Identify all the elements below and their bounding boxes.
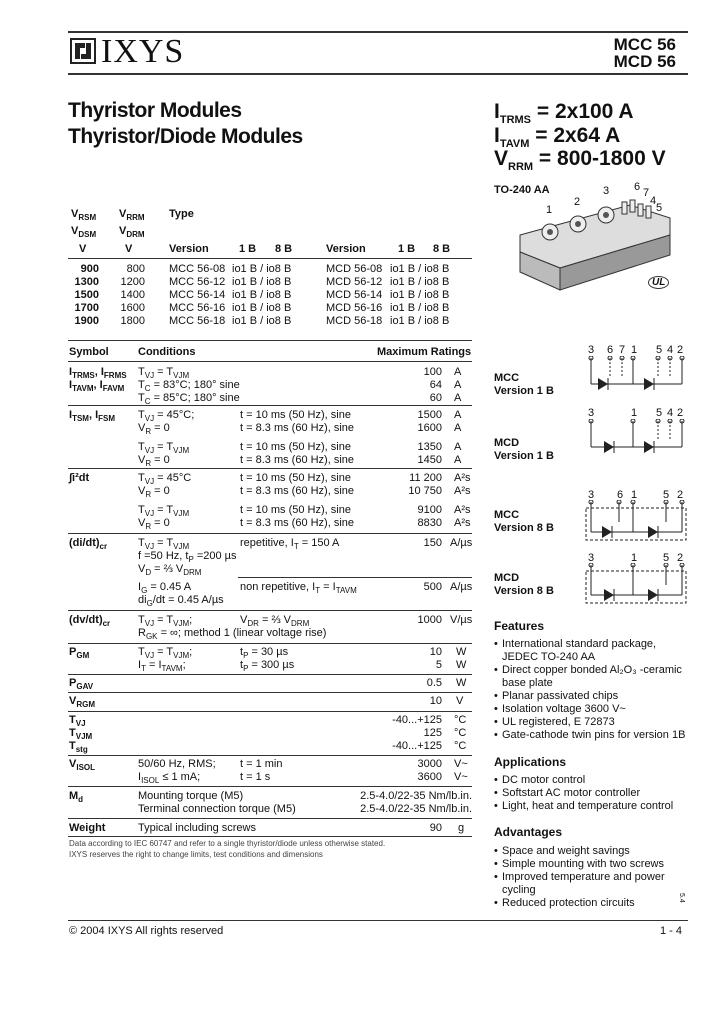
package-label: TO-240 AA [494, 184, 550, 196]
rating-condition-2: t = 8.3 ms (60 Hz), sine [240, 422, 355, 434]
visol-symbol: $V_{ISOL}$ [69, 758, 96, 772]
c1-pin-7: 7 [619, 344, 626, 356]
rating-condition: $T_C = 85^\circ C$; 180° sine [138, 392, 240, 406]
weight-cond: Typical including screws [138, 822, 256, 834]
ratings-section-rule [68, 468, 472, 469]
type-cell-vrsm: 1900 [74, 315, 99, 327]
dvdt-cond2-1: $V_{DR}$ = ⅔ $V_{DRM}$ [240, 614, 310, 628]
vrgm-rule [68, 692, 472, 693]
type-cell-vrrm: 1200 [120, 276, 145, 288]
pin-label-3: 3 [603, 185, 610, 197]
rating-unit: A²s [454, 472, 471, 484]
type-cell-mcd-v: io1 B / io8 B [390, 276, 450, 288]
pgav-unit: W [456, 677, 467, 689]
rating-symbol: $I_{TAVM}$, $I_{FAVM}$ [69, 379, 125, 393]
type-table-header-1: $V_{RSM}$ $V_{RRM}$ Type [71, 208, 194, 222]
circuit-1-schematic [580, 356, 690, 400]
footnote-2: IXYS reserves the right to change limits, test conditions and dimensions [69, 850, 323, 859]
pgm-symbol: $P_{GM}$ [69, 646, 90, 660]
rating-condition: $T_{VJ} = T_{VJM}$ [138, 366, 190, 380]
c2-pin-3: 3 [588, 407, 595, 419]
c3-pin-6: 6 [617, 489, 624, 501]
rating-vrrm: $V_{RRM} = 800-1800$ V [494, 147, 666, 173]
type-cell-mcd: MCD 56-14 [326, 289, 383, 301]
rating-value: 64 [429, 379, 442, 391]
didt-cond-3: $V_D$ = ⅔ $V_{DRM}$ [138, 563, 202, 577]
ratings-top-rule [68, 340, 472, 341]
feature-item: • International standard package, JEDEC TO-240 AA [494, 638, 694, 664]
type-cell-mcc: MCC 56-08 [169, 263, 226, 275]
didt-unit-1: A/µs [450, 537, 473, 549]
advantage-item: • Simple mounting with two screws [494, 858, 694, 871]
visol-value-1: 3000 [417, 758, 442, 770]
weight-value: 90 [429, 822, 442, 834]
rating-unit: A [454, 454, 462, 466]
pin-label-5: 5 [656, 202, 663, 214]
weight-symbol: Weight [69, 822, 106, 834]
ratings-section-rule [68, 405, 472, 406]
visol-cond-1: 50/60 Hz, RMS; [138, 758, 216, 770]
circuit-3-label: MCC Version 8 B [494, 509, 554, 534]
rating-condition: $T_{VJ} = 45^\circ C$; [138, 409, 195, 423]
advantage-item: • Reduced protection circuits [494, 897, 694, 910]
pgm-rule [68, 643, 472, 644]
rating-value: 1450 [417, 454, 442, 466]
c1-pin-3: 3 [588, 344, 595, 356]
type-cell-mcc-v: io1 B / io8 B [232, 289, 292, 301]
pin-label-7: 7 [643, 187, 650, 199]
type-cell-mcc: MCC 56-14 [169, 289, 226, 301]
circuit-3-schematic [580, 500, 690, 546]
md-symbol: $M_d$ [69, 790, 84, 804]
rating-unit: A²s [454, 504, 471, 516]
didt-cond-1: $T_{VJ} = T_{VJM}$ [138, 537, 190, 551]
title-thyristor-diode-modules: Thyristor/Diode Modules [68, 125, 303, 148]
type-cell-mcc: MCC 56-12 [169, 276, 226, 288]
circuit-2-schematic [580, 419, 690, 463]
didt-value-1: 150 [423, 537, 442, 549]
rating-condition: $T_{VJ} = T_{VJM}$ [138, 504, 190, 518]
weight-unit: g [458, 822, 465, 834]
pin-label-4: 4 [650, 195, 657, 207]
type-table-header-2: $V_{DSM}$ $V_{DRM}$ [71, 225, 145, 239]
rating-condition: $V_R = 0$ [138, 422, 170, 436]
md-rule [68, 786, 472, 787]
type-cell-vrsm: 1700 [74, 302, 99, 314]
tstg-symbol: $T_{stg}$ [69, 740, 88, 754]
feature-item: • Direct copper bonded Al₂O₃ -ceramic base plate [494, 664, 694, 690]
rating-condition: $V_R = 0$ [138, 454, 170, 468]
application-item: • DC motor control [494, 774, 694, 787]
c1-pin-6: 6 [607, 344, 614, 356]
pin-label-6: 6 [634, 181, 641, 193]
temps-rule [68, 711, 472, 712]
feature-item: • Gate-cathode twin pins for version 1B [494, 729, 694, 742]
rating-value: 8830 [417, 517, 442, 529]
ixys-logo-icon [70, 38, 96, 64]
circuit-2-label: MCD Version 1 B [494, 437, 554, 462]
tvjm-unit: °C [454, 727, 467, 739]
ul-mark-icon: UL [648, 276, 669, 289]
pgm-unit-1: W [456, 646, 467, 658]
pgav-rule [68, 674, 472, 675]
rating-condition-2: t = 10 ms (50 Hz), sine [240, 504, 351, 516]
rating-symbol: $I_{TRMS}$, $I_{FRMS}$ [69, 366, 127, 380]
type-cell-mcd-v: io1 B / io8 B [390, 263, 450, 275]
didt-cond-4: $I_G = 0.45$ A [138, 581, 192, 595]
type-cell-mcd: MCD 56-08 [326, 263, 383, 275]
visol-unit-2: V~ [454, 771, 468, 783]
didt-cond2-4: non repetitive, $I_T = I_{TAVM}$ [240, 581, 357, 595]
visol-cond2-2: t = 1 s [240, 771, 271, 783]
rating-unit: A [454, 379, 462, 391]
c3-pin-3: 3 [588, 489, 595, 501]
type-cell-vrrm: 800 [126, 263, 145, 275]
c4-pin-2: 2 [677, 552, 684, 564]
pgm-value-2: 5 [435, 659, 442, 671]
vrgm-symbol: $V_{RGM}$ [69, 695, 96, 709]
tvj-symbol: $T_{VJ}$ [69, 714, 86, 728]
c3-pin-5: 5 [663, 489, 670, 501]
pgm-cond-2: $I_T = I_{TAVM}$; [138, 659, 186, 673]
pgav-value: 0.5 [426, 677, 442, 689]
c3-pin-1: 1 [631, 489, 638, 501]
rating-value: 100 [423, 366, 442, 378]
features-title: Features [494, 619, 545, 633]
pgm-value-1: 10 [429, 646, 442, 658]
rating-value: 9100 [417, 504, 442, 516]
pin-label-2: 2 [574, 196, 581, 208]
c2-pin-2: 2 [677, 407, 684, 419]
feature-item: • Isolation voltage 3600 V~ [494, 703, 694, 716]
rating-unit: A²s [454, 485, 471, 497]
rating-value: 1500 [417, 409, 442, 421]
circuit-4-schematic [580, 563, 690, 609]
c1-pin-1: 1 [631, 344, 638, 356]
rating-condition: $V_R = 0$ [138, 485, 170, 499]
col-header-symbol: Symbol [69, 346, 109, 358]
didt-rule [68, 533, 472, 534]
rating-condition: $T_C = 83^\circ C$; 180° sine [138, 379, 240, 393]
visol-rule [68, 755, 472, 756]
rating-value: 1600 [417, 422, 442, 434]
c4-pin-1: 1 [631, 552, 638, 564]
md-cond-1: Mounting torque (M5) [138, 790, 244, 802]
didt-value-2: 500 [423, 581, 442, 593]
type-cell-mcc: MCC 56-18 [169, 315, 226, 327]
didt-cond2-1: repetitive, $I_T = 150$ A [240, 537, 340, 551]
visol-cond2-1: t = 1 min [240, 758, 283, 770]
advantages-title: Advantages [494, 825, 563, 839]
type-cell-vrsm: 1300 [74, 276, 99, 288]
type-cell-mcc-v: io1 B / io8 B [232, 315, 292, 327]
rating-condition-2: t = 8.3 ms (60 Hz), sine [240, 454, 355, 466]
didt-cond-5: $di_G/dt = 0.45$ A/µs [138, 594, 224, 608]
rating-condition-2: t = 10 ms (50 Hz), sine [240, 472, 351, 484]
visol-cond-2: $I_{ISOL} \le 1$ mA; [138, 771, 201, 785]
visol-unit-1: V~ [454, 758, 468, 770]
type-cell-vrsm: 1500 [74, 289, 99, 301]
rating-symbol: ∫i²dt [69, 472, 90, 484]
c3-pin-2: 2 [677, 489, 684, 501]
md-value-1: 2.5-4.0/22-35 Nm/lb.in. [360, 790, 472, 802]
ratings-bottom-rule [68, 836, 472, 837]
type-cell-mcd: MCD 56-16 [326, 302, 383, 314]
type-cell-vrrm: 1600 [120, 302, 145, 314]
rating-unit: A [454, 409, 462, 421]
ratings-header-rule [68, 361, 472, 362]
application-item: • Light, heat and temperature control [494, 800, 694, 813]
pin-label-1: 1 [546, 204, 553, 216]
feature-item: • Planar passivated chips [494, 690, 694, 703]
rating-itrms: $I_{TRMS} = 2x100$ A [494, 100, 634, 126]
circuit-1-label: MCC Version 1 B [494, 372, 554, 397]
company-logo-text: IXYS [101, 33, 185, 70]
tstg-value: -40...+125 [392, 740, 442, 752]
rating-condition-2: t = 10 ms (50 Hz), sine [240, 441, 351, 453]
tvj-value: -40...+125 [392, 714, 442, 726]
didt-inner-rule [238, 577, 472, 578]
md-value-2: 2.5-4.0/22-35 Nm/lb.in. [360, 803, 472, 815]
weight-rule [68, 818, 472, 819]
advantages-list [494, 845, 694, 910]
col-header-conditions: Conditions [138, 346, 196, 358]
didt-symbol: $(di/dt)_{cr}$ [69, 537, 108, 551]
side-code: 5.4 [678, 893, 685, 903]
rating-condition-2: t = 10 ms (50 Hz), sine [240, 409, 351, 421]
tstg-unit: °C [454, 740, 467, 752]
type-cell-mcc-v: io1 B / io8 B [232, 302, 292, 314]
rating-unit: A [454, 441, 462, 453]
dvdt-cond-1: $T_{VJ} = T_{VJM}$; [138, 614, 193, 628]
dvdt-unit: V/µs [450, 614, 473, 626]
vrgm-unit: V [456, 695, 464, 707]
didt-unit-2: A/µs [450, 581, 473, 593]
rating-value: 60 [429, 392, 442, 404]
rating-condition-2: t = 8.3 ms (60 Hz), sine [240, 485, 355, 497]
rating-condition: $T_{VJ} = T_{VJM}$ [138, 441, 190, 455]
rating-symbol: $I_{TSM}$, $I_{FSM}$ [69, 409, 116, 423]
rating-condition: $V_R = 0$ [138, 517, 170, 531]
rating-condition-2: t = 8.3 ms (60 Hz), sine [240, 517, 355, 529]
visol-value-2: 3600 [417, 771, 442, 783]
circuit-4-label: MCD Version 8 B [494, 572, 554, 597]
rating-value: 1350 [417, 441, 442, 453]
col-header-maximum-ratings: Maximum Ratings [377, 346, 472, 358]
title-thyristor-modules: Thyristor Modules [68, 99, 242, 122]
c4-pin-5: 5 [663, 552, 670, 564]
tvj-unit: °C [454, 714, 467, 726]
rating-unit: A [454, 366, 462, 378]
c2-pin-4: 4 [667, 407, 674, 419]
feature-item: • UL registered, E 72873 [494, 716, 694, 729]
type-cell-mcc-v: io1 B / io8 B [232, 263, 292, 275]
vrgm-value: 10 [429, 695, 442, 707]
dvdt-cond-2: $R_{GK}$ = ∞; method 1 (linear voltage rise) [138, 627, 327, 641]
pgm-cond2-1: $t_P = 30$ µs [240, 646, 289, 660]
c1-pin-5: 5 [656, 344, 663, 356]
advantage-item: • Space and weight savings [494, 845, 694, 858]
rating-itavm: $I_{TAVM} = 2x64$ A [494, 124, 621, 150]
type-cell-mcc-v: io1 B / io8 B [232, 276, 292, 288]
rating-unit: A [454, 422, 462, 434]
part-number-mcd: MCD 56 [613, 52, 676, 71]
rating-unit: A²s [454, 517, 471, 529]
type-cell-vrrm: 1400 [120, 289, 145, 301]
c2-pin-5: 5 [656, 407, 663, 419]
dvdt-rule [68, 610, 472, 611]
didt-cond-2: f =50 Hz, $t_P =200$ µs [138, 550, 237, 564]
type-cell-vrrm: 1800 [120, 315, 145, 327]
rating-value: 11 200 [409, 472, 442, 484]
tvjm-value: 125 [423, 727, 442, 739]
advantage-item: • Improved temperature and power cycling [494, 871, 694, 897]
type-cell-vrsm: 900 [80, 263, 99, 275]
type-cell-mcc: MCC 56-16 [169, 302, 226, 314]
type-cell-mcd-v: io1 B / io8 B [390, 302, 450, 314]
c4-pin-3: 3 [588, 552, 595, 564]
dvdt-symbol: $(dv/dt)_{cr}$ [69, 614, 111, 628]
c1-pin-2: 2 [677, 344, 684, 356]
applications-list [494, 774, 694, 813]
dvdt-value: 1000 [417, 614, 442, 626]
rating-condition: $T_{VJ} = 45^\circ C$ [138, 472, 192, 486]
type-cell-mcd-v: io1 B / io8 B [390, 315, 450, 327]
pgm-unit-2: W [456, 659, 467, 671]
type-cell-mcd: MCD 56-12 [326, 276, 383, 288]
tvjm-symbol: $T_{VJM}$ [69, 727, 93, 741]
features-list [494, 638, 694, 742]
footer-rule [68, 920, 688, 921]
part-number-mcc: MCC 56 [613, 35, 676, 54]
footnote-1: Data according to IEC 60747 and refer to a single thyristor/diode unless otherwise stated. [69, 839, 386, 848]
application-item: • Softstart AC motor controller [494, 787, 694, 800]
rating-unit: A [454, 392, 462, 404]
pgav-symbol: $P_{GAV}$ [69, 677, 94, 691]
c2-pin-1: 1 [631, 407, 638, 419]
pgm-cond-1: $T_{VJ} = T_{VJM}$; [138, 646, 193, 660]
type-cell-mcd: MCD 56-18 [326, 315, 383, 327]
applications-title: Applications [494, 755, 567, 769]
copyright: © 2004 IXYS All rights reserved [69, 925, 224, 937]
rating-value: 10 750 [408, 485, 442, 497]
type-cell-mcd-v: io1 B / io8 B [390, 289, 450, 301]
type-table-divider [68, 258, 472, 259]
md-cond-2: Terminal connection torque (M5) [138, 803, 296, 815]
pgm-cond2-2: $t_P = 300$ µs [240, 659, 295, 673]
page-number: 1 - 4 [660, 925, 683, 937]
c1-pin-4: 4 [667, 344, 674, 356]
